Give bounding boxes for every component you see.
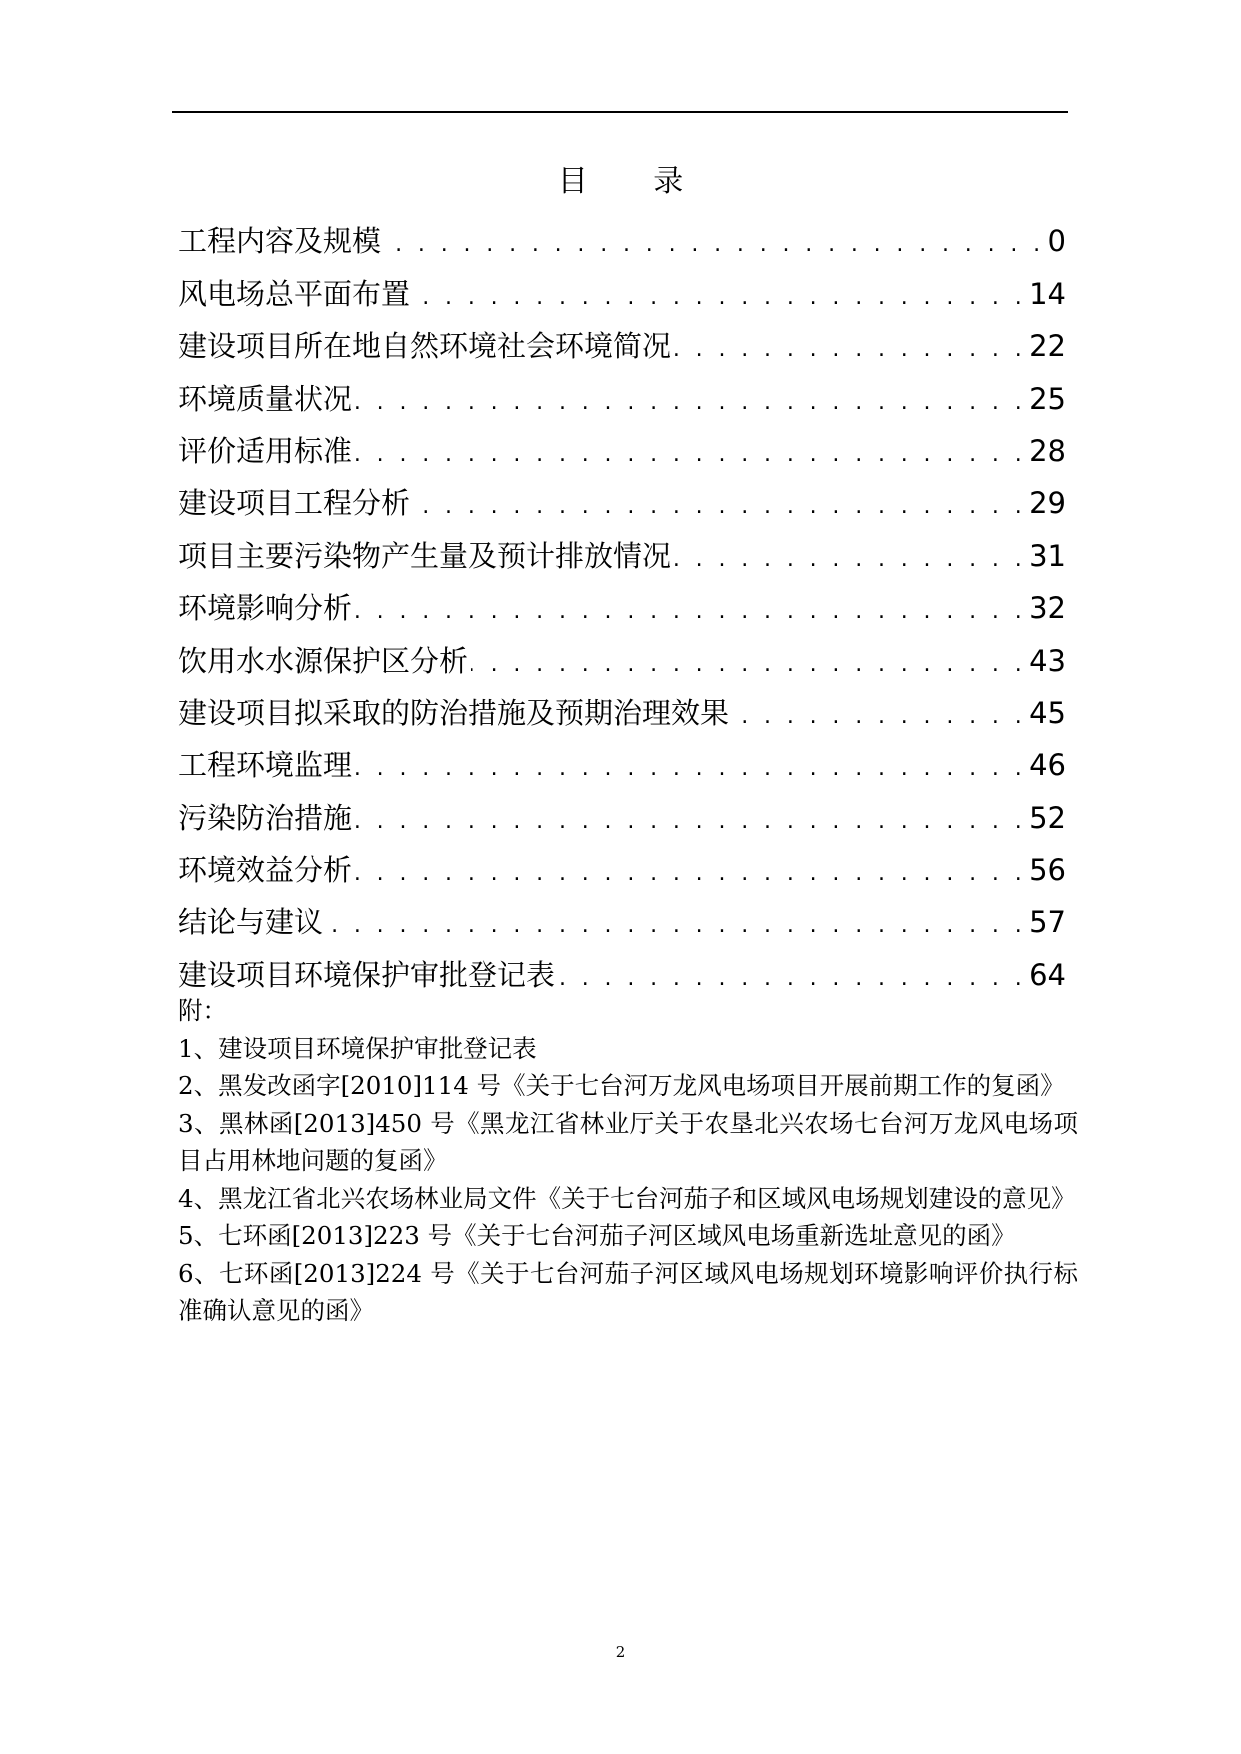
toc-entry-label: 评价适用标准 [178, 433, 353, 468]
toc-dot-leader [355, 798, 1026, 838]
appendix-item: 6、七环函[2013]224 号《关于七台河茄子河区域风电场规划环境影响评价执行标准确认意见的函》 [178, 1258, 1078, 1325]
toc-entry[interactable] [178, 471, 1066, 523]
toc-entry[interactable] [178, 209, 1066, 261]
toc-dot-leader [471, 641, 1026, 681]
toc-dot-leader [355, 588, 1026, 628]
appendix-item: 2、黑发改函字[2010]114 号《关于七台河万龙风电场项目开展前期工作的复函》 [178, 1071, 1065, 1100]
toc-entry-page: 0 [1047, 224, 1066, 259]
toc-dot-leader [558, 955, 1026, 995]
toc-entry-page: 45 [1029, 695, 1066, 730]
toc-entry-page: 25 [1029, 381, 1066, 416]
header-rule [172, 111, 1068, 113]
toc-entry[interactable] [178, 942, 1066, 994]
toc-dot-leader [355, 379, 1026, 419]
toc-entry[interactable] [178, 261, 1066, 313]
toc-entry[interactable] [178, 419, 1066, 471]
toc-entry-label: 环境影响分析 [178, 591, 353, 626]
toc-entry-label: 建设项目工程分析 [178, 486, 411, 521]
toc-entry[interactable] [178, 681, 1066, 733]
toc-entry[interactable] [178, 785, 1066, 837]
toc-list [178, 209, 1066, 995]
toc-entry-page: 22 [1029, 329, 1066, 364]
toc-entry-label: 环境质量状况 [178, 381, 353, 416]
toc-dot-leader [674, 326, 1026, 366]
toc-entry-label: 饮用水水源保护区分析 [178, 643, 469, 678]
toc-entry-page: 57 [1029, 905, 1066, 940]
toc-dot-leader [384, 221, 1045, 261]
toc-entry[interactable] [178, 838, 1066, 890]
toc-entry-label: 建设项目所在地自然环境社会环境简况 [178, 329, 672, 364]
toc-entry-label: 结论与建议 [178, 905, 324, 940]
toc-entry-label: 工程环境监理 [178, 748, 353, 783]
toc-entry[interactable] [178, 314, 1066, 366]
toc-entry-label: 项目主要污染物产生量及预计排放情况 [178, 538, 672, 573]
toc-dot-leader [674, 536, 1026, 576]
toc-entry-page: 56 [1029, 853, 1066, 888]
toc-entry[interactable] [178, 366, 1066, 418]
appendix-item: 5、七环函[2013]223 号《关于七台河茄子河区域风电场重新选址意见的函》 [178, 1221, 1016, 1250]
toc-dot-leader [326, 902, 1026, 942]
toc-entry-page: 29 [1029, 486, 1066, 521]
toc-dot-leader [413, 274, 1026, 314]
toc-entry-page: 46 [1029, 748, 1066, 783]
toc-entry-label: 建设项目环境保护审批登记表 [178, 957, 556, 992]
toc-entry-label: 风电场总平面布置 [178, 276, 411, 311]
toc-entry-label: 环境效益分析 [178, 853, 353, 888]
toc-entry[interactable] [178, 628, 1066, 680]
toc-dot-leader [413, 483, 1026, 523]
toc-entry[interactable] [178, 890, 1066, 942]
toc-dot-leader [355, 745, 1026, 785]
toc-entry-page: 43 [1029, 643, 1066, 678]
page-number: 2 [615, 1643, 626, 1661]
toc-entry-page: 31 [1029, 538, 1066, 573]
appendix-section [178, 992, 1078, 1330]
toc-entry-page: 28 [1029, 433, 1066, 468]
toc-entry-page: 64 [1029, 957, 1066, 992]
toc-title: 目 录 [557, 164, 712, 199]
toc-entry-label: 工程内容及规模 [178, 224, 382, 259]
toc-entry[interactable] [178, 523, 1066, 575]
toc-entry-page: 32 [1029, 591, 1066, 626]
toc-dot-leader [355, 850, 1026, 890]
toc-entry-label: 污染防治措施 [178, 800, 353, 835]
toc-entry[interactable] [178, 576, 1066, 628]
appendix-item: 1、建设项目环境保护审批登记表 [178, 1033, 537, 1063]
toc-dot-leader [355, 431, 1026, 471]
toc-entry-page: 52 [1029, 800, 1066, 835]
toc-entry-label: 建设项目拟采取的防治措施及预期治理效果 [178, 695, 730, 730]
appendix-item: 4、黑龙江省北兴农场林业局文件《关于七台河茄子和区域风电场规划建设的意见》 [178, 1183, 1076, 1213]
appendix-item: 3、黑林函[2013]450 号《黑龙江省林业厅关于农垦北兴农场七台河万龙风电场项目占用林地问题的复函》 [178, 1108, 1078, 1175]
toc-dot-leader [732, 693, 1026, 733]
appendix-heading: 附： [178, 996, 227, 1025]
toc-entry-page: 14 [1029, 276, 1066, 311]
toc-entry[interactable] [178, 733, 1066, 785]
